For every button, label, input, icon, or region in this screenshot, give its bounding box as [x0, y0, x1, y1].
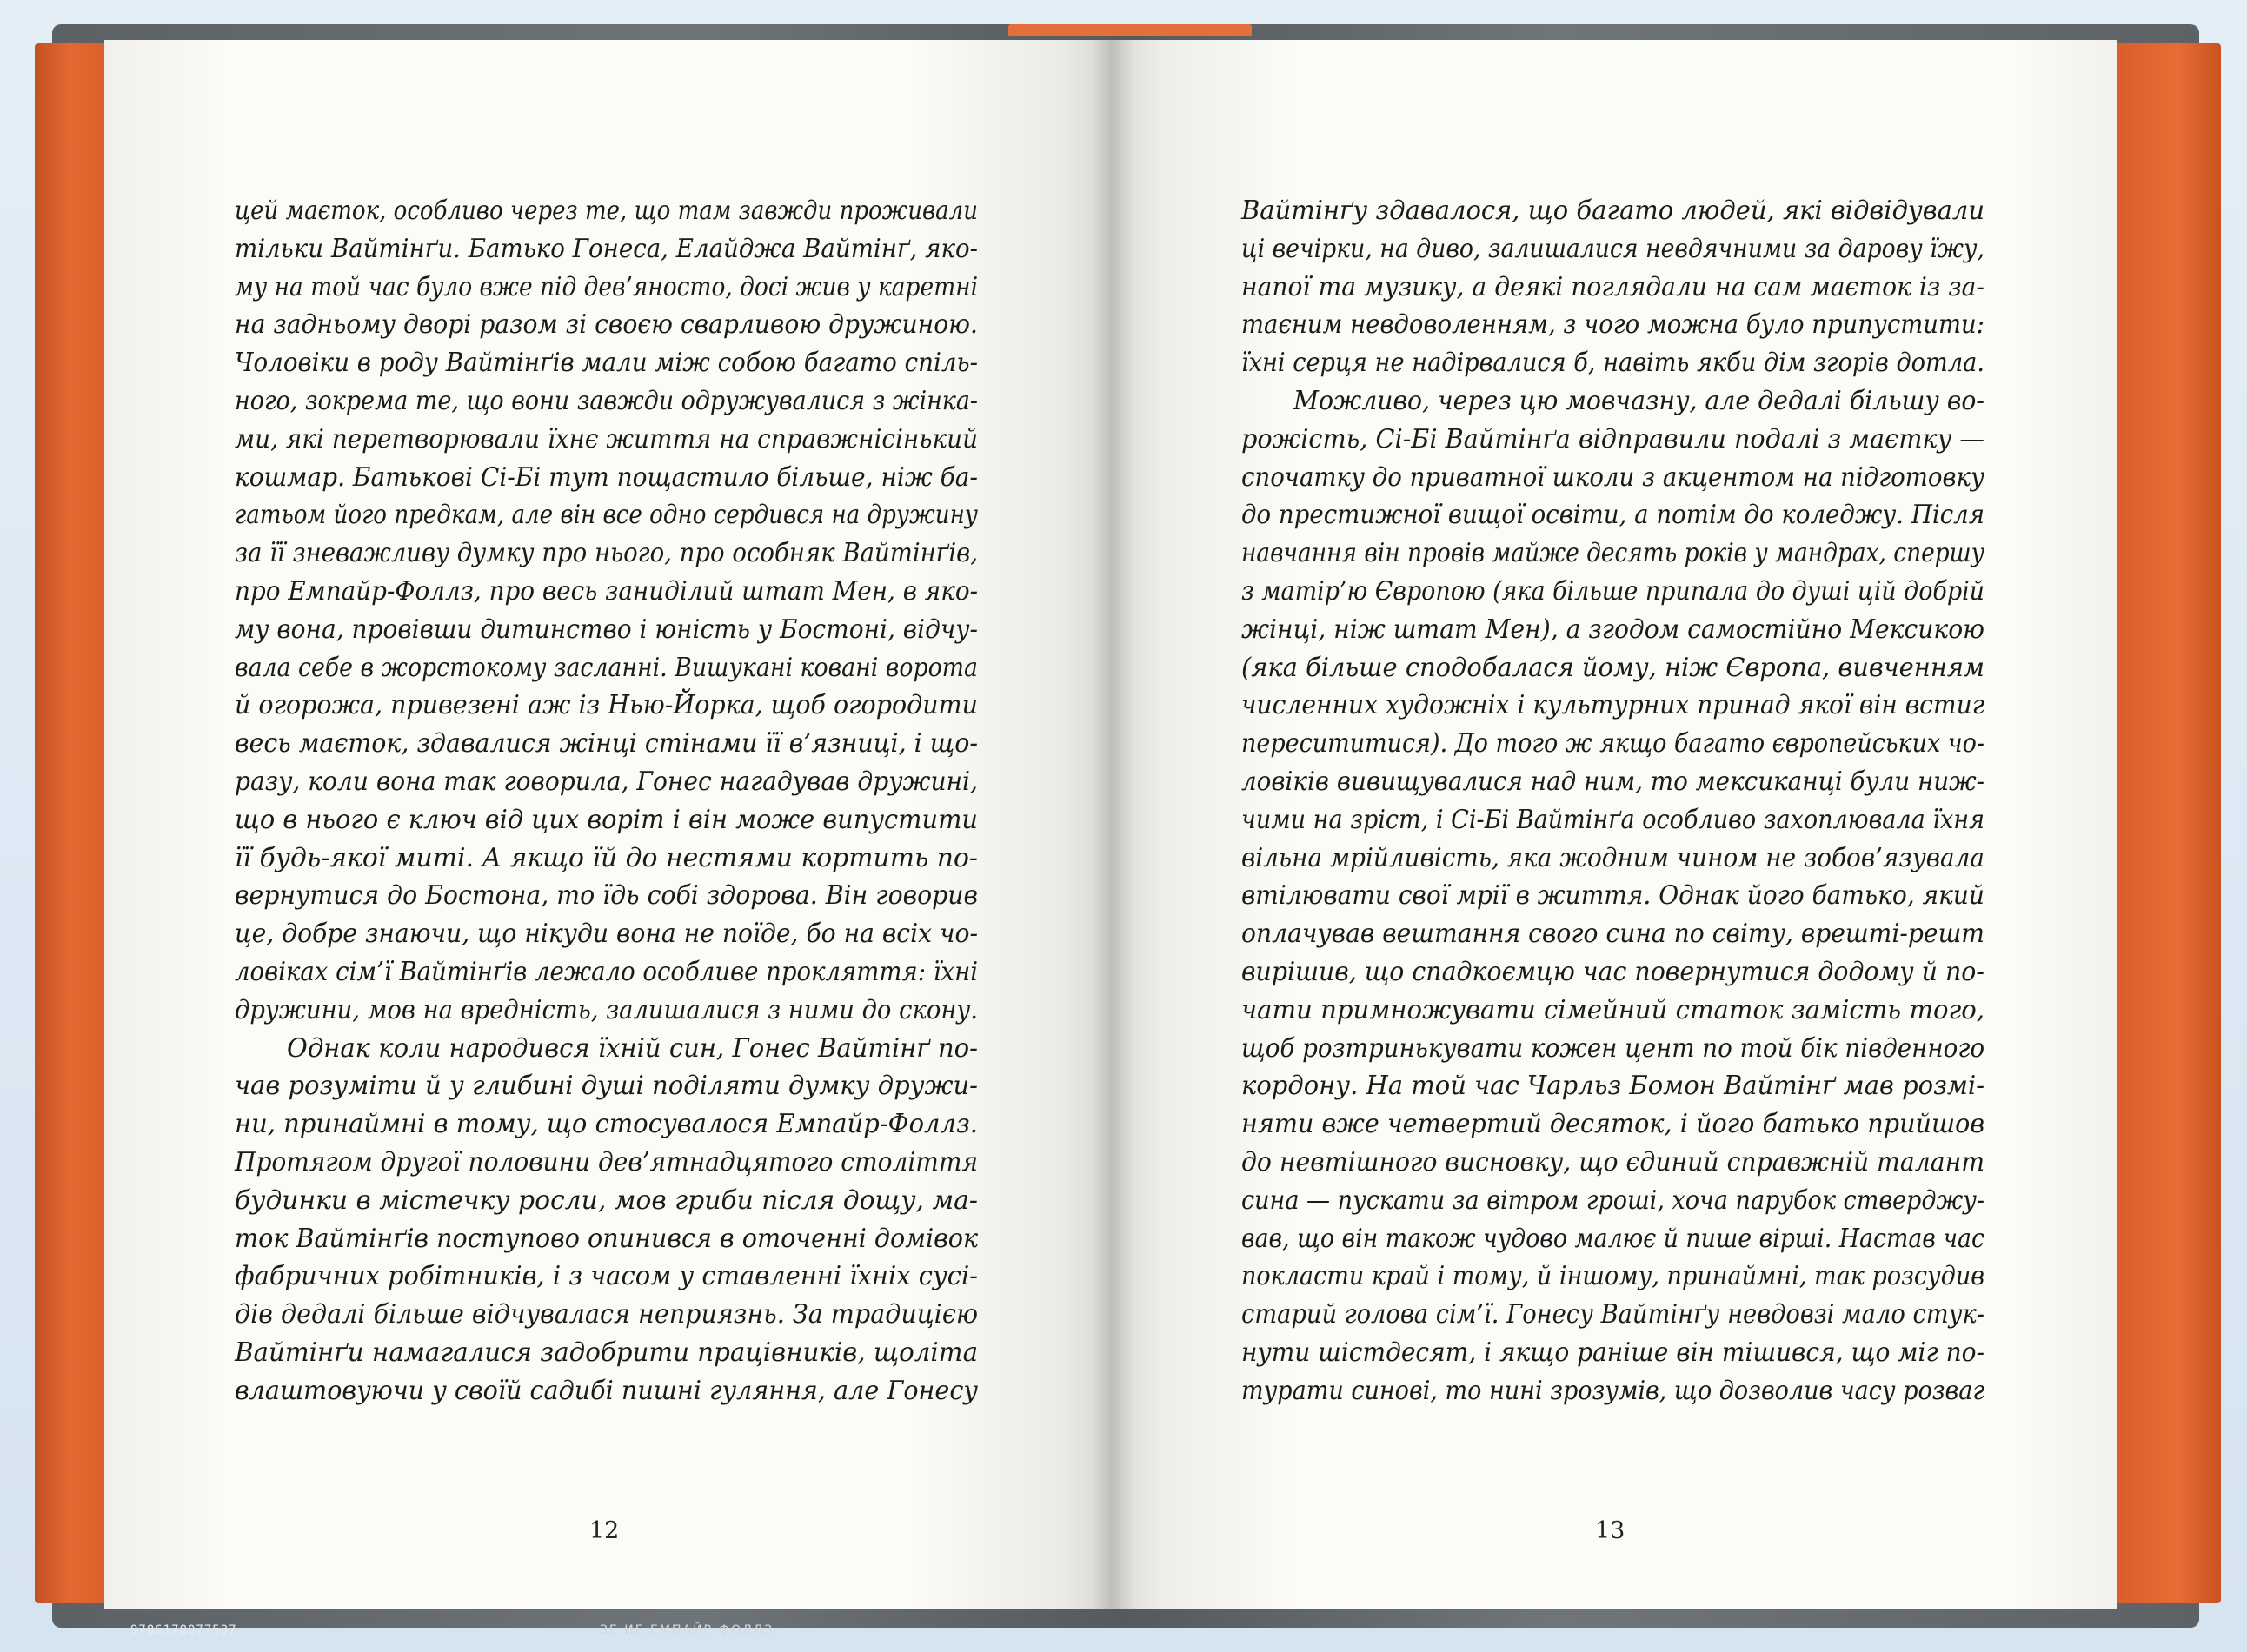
text-line: турати синові, то нині зрозумів, що дозволив часу розваг [1241, 1375, 1985, 1406]
left-page [104, 40, 1113, 1609]
text-line: дів дедалі більше відчувалася неприязнь. За традицією [235, 1299, 978, 1330]
text-line: ловіках сім’ї Вайтінґів лежало особливе прокляття: їхні [235, 956, 979, 987]
text-line: напої та музику, а деякі поглядали на сам маєток із за- [1241, 271, 1984, 302]
text-line: спочатку до приватної школи з акцентом на підготовку [1241, 461, 1985, 493]
right-page-text [1241, 192, 1984, 1410]
text-line: старий голова сім’ї. Гонесу Вайтінґу невдовзі мало стук- [1241, 1299, 1985, 1330]
text-line: ни, принаймні в тому, що стосувалося Емпайр-Фоллз. [235, 1109, 978, 1140]
text-line: му на той час було вже під дев’яносто, досі жив у каретні [235, 271, 979, 302]
text-line: щоб розтринькувати кожен цент по той бік південного [1241, 1032, 1985, 1064]
text-line: численних художніх і культурних принад якої він встиг [1241, 690, 1984, 721]
cover-spine-text: ЗЕ ИЕ ЕМПАЙР-ФОЛЛЗ [600, 1623, 774, 1637]
cover-barcode-text: 9786178077537 [130, 1623, 237, 1637]
text-line: рожість, Сі-Бі Вайтінґа відправили подалі з маєтку — [1241, 423, 1984, 454]
text-line: їхні серця не надірвалися б, навіть якби дім згорів дотла. [1241, 348, 1984, 379]
text-line: чав розуміти й у глибині душі поділяти думку дружи- [235, 1071, 979, 1102]
text-line: про Емпайр-Фоллз, про весь заниділий штат Мен, в яко- [235, 575, 978, 607]
text-line: нути шістдесят, і якщо раніше він тішився, що міг по- [1241, 1337, 1984, 1368]
text-line: чими на зріст, і Сі-Бі Вайтінґа особливо захоплювала їхня [1241, 804, 1984, 835]
text-line: жінці, ніж штат Мен), а згодом самостійно Мексикою [1241, 614, 1984, 645]
text-line: влаштовуючи у своїй садибі пишні гуляння, але Гонесу [235, 1375, 978, 1406]
text-line: пересититися). До того ж якщо багато європейських чо- [1241, 728, 1985, 760]
text-line: до престижної вищої освіти, а потім до коледжу. Після [1241, 500, 1985, 531]
text-line: до невтішного висновку, що єдиний справжній талант [1241, 1146, 1985, 1178]
text-line: навчання він провів майже десять років у мандрах, спершу [1241, 538, 1984, 569]
text-line: разу, коли вона так говорила, Гонес нагадував дружині, [235, 766, 978, 797]
text-line: ного, зокрема те, що вони завжди одружувалися з жінка- [235, 385, 979, 416]
text-line: ловіків вивищувалися над ним, то мексиканці були ниж- [1241, 766, 1985, 797]
text-line: Однак коли народився їхній син, Гонес Вайтінґ по- [287, 1032, 978, 1064]
text-line: весь маєток, здавалися жінці стінами її в’язниці, і що- [235, 728, 979, 760]
text-line: (яка більше сподобалася йому, ніж Європа, вивченням [1241, 652, 1984, 683]
text-line: кордону. На той час Чарльз Бомон Вайтінґ мав розмі- [1241, 1071, 1985, 1102]
text-line: з матір’ю Європою (яка більше припала до душі цій добрій [1241, 575, 1985, 607]
text-line: Можливо, через цю мовчазну, але дедалі більшу во- [1293, 385, 1984, 416]
text-line: дружини, мов на вредність, залишалися з ними до скону. [235, 994, 978, 1025]
text-line: Вайтінґу здавалося, що багато людей, які відвідували [1241, 196, 1985, 226]
text-line: кошмар. Батькові Сі-Бі тут пощастило більше, ніж ба- [235, 461, 978, 493]
text-line: це, добре знаючи, що нікуди вона не поїде, бо на всіх чо- [235, 919, 978, 950]
text-line: няти вже четвертий десяток, і його батько прийшов [1241, 1109, 1985, 1140]
text-line: Протягом другої половини дев’ятнадцятого століття [235, 1146, 979, 1178]
text-line: вернутися до Бостона, то їдь собі здорова. Він говорив [235, 880, 979, 912]
text-line: гатьом його предкам, але він все одно сердився на дружину [235, 500, 978, 531]
text-line: сина — пускати за вітром гроші, хоча парубок стверджу- [1241, 1184, 1985, 1216]
text-line: будинки в містечку росли, мов гриби після дощу, ма- [235, 1184, 978, 1216]
text-line: за її зневажливу думку про нього, про особняк Вайтінґів, [235, 538, 978, 569]
text-line: вав, що він також чудово малює й пише вірші. Настав час [1241, 1223, 1984, 1254]
text-line: й огорожа, привезені аж із Нью-Йорка, щоб огородити [235, 690, 978, 721]
right-page-number: 13 [1595, 1517, 1625, 1544]
text-line: тільки Вайтінґи. Батько Гонеса, Елайджа Вайтінґ, яко- [235, 233, 978, 264]
text-line: вала себе в жорстокому засланні. Вишукані ковані ворота [235, 652, 978, 683]
left-page-number: 12 [589, 1517, 620, 1544]
text-line: вільна мрійливість, яка жодним чином не зобов’язувала [1241, 842, 1985, 873]
text-line: му вона, провівши дитинство і юність у Бостоні, відчу- [235, 614, 978, 645]
text-line: її будь-якої миті. А якщо їй до нестями кортить по- [235, 842, 979, 873]
text-line: ці вечірки, на диво, залишалися невдячними за дарову їжу, [1241, 233, 1984, 264]
text-line: ми, які перетворювали їхнє життя на справжнісінький [235, 423, 979, 454]
text-line: оплачував вештання свого сина по світу, врешті-решт [1241, 919, 1984, 950]
text-line: чати примножувати сімейний статок замість того, [1241, 994, 1985, 1025]
text-line: таєним невдоволенням, з чого можна було припустити: [1241, 309, 1985, 341]
text-line: вирішив, що спадкоємцю час повернутися додому й по- [1241, 956, 1984, 987]
text-line: що в нього є ключ від цих воріт і він може випустити [235, 804, 978, 835]
right-page [1113, 40, 2117, 1609]
spine-headband [1008, 24, 1252, 36]
right-page-edges [2112, 43, 2221, 1603]
text-line: фабричних робітників, і з часом у ставленні їхніх сусі- [235, 1261, 979, 1292]
text-line: втілювати свої мрії в життя. Однак його батько, який [1241, 880, 1984, 912]
text-line: Вайтінґи намагалися задобрити працівників, щоліта [235, 1337, 979, 1368]
text-line: Чоловіки в роду Вайтінґів мали між собою багато спіль- [235, 348, 979, 379]
text-line: ток Вайтінґів поступово опинився в оточенні домівок [235, 1223, 979, 1254]
text-line: на задньому дворі разом зі своєю сварливою дружиною. [235, 309, 978, 341]
text-line: цей маєток, особливо через те, що там завжди проживали [235, 196, 978, 226]
left-page-text [235, 192, 978, 1410]
text-line: покласти край і тому, й іншому, принаймні, так розсудив [1241, 1261, 1984, 1292]
